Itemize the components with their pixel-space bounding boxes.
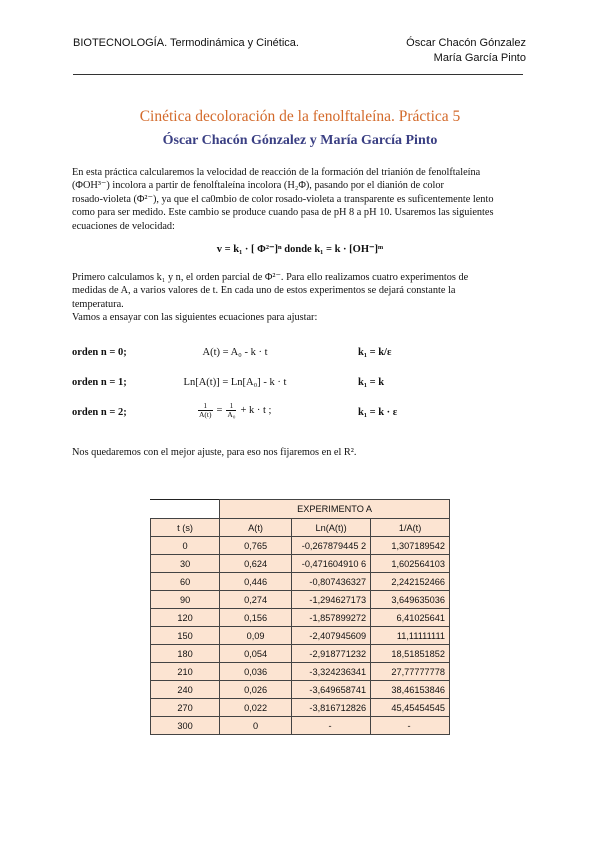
column-header-inverse: 1/A(t) <box>371 519 450 537</box>
cell-inverse: 1,602564103 <box>371 555 450 573</box>
header-author-2: María García Pinto <box>433 52 526 64</box>
order-1-k: k₁ = k <box>358 377 385 388</box>
fraction-2-numerator: 1 <box>229 401 234 410</box>
cell-ln: -0,267879445 2 <box>291 537 370 555</box>
cell-absorbance: 0,026 <box>220 681 292 699</box>
order-0-equation: A(t) = A₀ - k · t <box>202 347 268 358</box>
cell-ln: -3,816712826 <box>291 699 370 717</box>
fraction-1 <box>198 402 213 419</box>
equation-tail: + k · t ; <box>240 405 272 416</box>
table-row <box>151 555 450 573</box>
intro-line: rosado-violeta (Φ²⁻), ya que el ca0mbio de color rosado-violeta a transparente es suficentemente lento <box>72 193 494 205</box>
fraction-2 <box>226 402 236 419</box>
rate-equation: v = k₁ · [ Φ²⁻]ⁿ donde k₁ = k · [OH⁻]ᵐ <box>216 244 384 255</box>
cell-absorbance: 0,765 <box>220 537 292 555</box>
table-row <box>151 645 450 663</box>
cell-ln: -2,918771232 <box>291 645 370 663</box>
cell-ln: -3,649658741 <box>291 681 370 699</box>
table-row <box>151 609 450 627</box>
order-2-equation <box>198 402 271 419</box>
cell-ln: - <box>291 717 370 735</box>
order-1-equation: Ln[A(t)] = Ln[A₀] - k · t <box>183 377 287 388</box>
cell-absorbance: 0,446 <box>220 573 292 591</box>
cell-ln: -0,807436327 <box>291 573 370 591</box>
table-row <box>151 663 450 681</box>
cell-inverse: 3,649635036 <box>371 591 450 609</box>
method-paragraph <box>72 271 528 325</box>
intro-line: ecuaciones de velocidad: <box>72 220 175 232</box>
order-1-label: orden n = 1; <box>72 377 127 388</box>
table-row <box>151 717 450 735</box>
experiment-table <box>150 499 450 735</box>
cell-time: 300 <box>151 717 220 735</box>
cell-time: 270 <box>151 699 220 717</box>
cell-time: 210 <box>151 663 220 681</box>
cell-ln: -3,324236341 <box>291 663 370 681</box>
cell-ln: -1,294627173 <box>291 591 370 609</box>
order-0-k: k₁ = k/ε <box>358 347 392 358</box>
equals-sign: = <box>216 405 223 416</box>
cell-inverse: 45,45454545 <box>371 699 450 717</box>
intro-line: (ΦOH³⁻) incolora a partir de fenolftaleína incolora (H₂Φ), pasando por el dianión de color <box>72 180 444 192</box>
cell-absorbance: 0,274 <box>220 591 292 609</box>
table-row <box>151 627 450 645</box>
cell-time: 90 <box>151 591 220 609</box>
cell-inverse: 18,51851852 <box>371 645 450 663</box>
cell-inverse: 6,41025641 <box>371 609 450 627</box>
fraction-1-denominator: A(t) <box>199 410 212 419</box>
fraction-2-denominator: A₀ <box>227 410 236 419</box>
method-line: Primero calculamos k₁ y n, el orden parcial de Φ²⁻. Para ello realizamos cuatro experimentos de <box>72 272 469 283</box>
intro-line: como para ser medido. Este cambio se produce cuando pasa de pH 8 a pH 10. Usaremos las siguientes <box>72 207 494 219</box>
table-row <box>151 573 450 591</box>
header-author-1: Óscar Chacón Gónzalez <box>406 37 526 49</box>
cell-time: 150 <box>151 627 220 645</box>
document-authors: Óscar Chacón Gónzalez y María García Pinto <box>162 133 438 148</box>
experiment-table-wrap <box>150 499 450 735</box>
cell-ln: -1,857899272 <box>291 609 370 627</box>
intro-paragraph <box>72 166 528 233</box>
table-row <box>151 681 450 699</box>
cell-inverse: 38,46153846 <box>371 681 450 699</box>
cell-absorbance: 0,036 <box>220 663 292 681</box>
cell-absorbance: 0,022 <box>220 699 292 717</box>
cell-absorbance: 0,624 <box>220 555 292 573</box>
document-title: Cinética decoloración de la fenolftaleína. Práctica 5 <box>139 108 461 125</box>
cell-time: 240 <box>151 681 220 699</box>
method-line: medidas de A, a varios valores de t. En cada uno de estos experimentos se dejará constante la <box>72 285 456 297</box>
cell-inverse: 2,242152466 <box>371 573 450 591</box>
header-rule <box>73 74 523 75</box>
conclusion-text: Nos quedaremos con el mejor ajuste, para eso nos fijaremos en el R². <box>72 447 357 458</box>
cell-time: 0 <box>151 537 220 555</box>
table-row <box>151 591 450 609</box>
intro-line: En esta práctica calcularemos la velocidad de reacción de la formación del trianión de fenolftaleína <box>72 167 481 178</box>
cell-time: 180 <box>151 645 220 663</box>
order-2-k: k₁ = k · ε <box>358 407 398 418</box>
cell-time: 30 <box>151 555 220 573</box>
cell-ln: -0,471604910 6 <box>291 555 370 573</box>
method-line: Vamos a ensayar con las siguientes ecuaciones para ajustar: <box>72 312 318 324</box>
cell-time: 120 <box>151 609 220 627</box>
cell-absorbance: 0,09 <box>220 627 292 645</box>
order-0-label: orden n = 0; <box>72 347 127 358</box>
cell-absorbance: 0,054 <box>220 645 292 663</box>
column-header-absorbance: A(t) <box>220 519 292 537</box>
table-row <box>151 537 450 555</box>
column-header-ln: Ln(A(t)) <box>291 519 370 537</box>
fraction-1-numerator: 1 <box>203 401 208 410</box>
column-header-time: t (s) <box>151 519 220 537</box>
cell-inverse: - <box>371 717 450 735</box>
cell-inverse: 1,307189542 <box>371 537 450 555</box>
cell-ln: -2,407945609 <box>291 627 370 645</box>
header-course: BIOTECNOLOGÍA. Termodinámica y Cinética. <box>73 37 299 49</box>
table-row <box>151 699 450 717</box>
cell-absorbance: 0 <box>220 717 292 735</box>
cell-time: 60 <box>151 573 220 591</box>
cell-absorbance: 0,156 <box>220 609 292 627</box>
order-2-label: orden n = 2; <box>72 407 127 418</box>
table-title: EXPERIMENTO A <box>220 500 450 519</box>
cell-inverse: 11,11111111 <box>371 627 450 645</box>
cell-inverse: 27,77777778 <box>371 663 450 681</box>
method-line: temperatura. <box>72 298 124 310</box>
table-corner <box>151 500 220 519</box>
